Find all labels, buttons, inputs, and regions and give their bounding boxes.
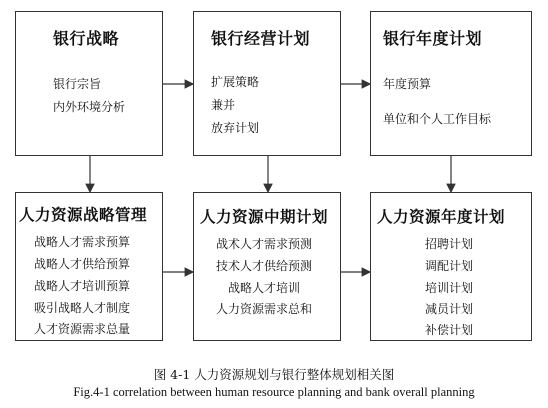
box-item: 战术人才需求预测 bbox=[216, 237, 313, 251]
figure-caption-zh: 图 4-1 人力资源规划与银行整体规划相关图 bbox=[153, 367, 395, 382]
box-hr-annual-plan bbox=[370, 192, 532, 341]
box-item: 战略人才培训预算 bbox=[34, 279, 131, 293]
box-bank-annual-plan bbox=[370, 11, 532, 156]
box-bank-strategy bbox=[15, 11, 163, 156]
box-item: 兼并 bbox=[211, 98, 236, 112]
box-title: 银行战略 bbox=[53, 29, 120, 48]
box-bank-operation-plan bbox=[193, 11, 341, 156]
box-item: 调配计划 bbox=[425, 259, 474, 273]
box-title: 人力资源战略管理 bbox=[19, 206, 148, 224]
box-item: 技术人才供给预测 bbox=[216, 259, 313, 273]
box-item: 放弃计划 bbox=[211, 121, 260, 135]
box-item: 内外环境分析 bbox=[53, 100, 126, 114]
box-item: 培训计划 bbox=[425, 281, 474, 295]
figure-caption-en: Fig.4-1 correlation between human resource planning and bank overall planning bbox=[73, 385, 475, 399]
box-hr-strategy bbox=[15, 192, 163, 341]
box-item: 银行宗旨 bbox=[53, 77, 102, 91]
box-title: 人力资源年度计划 bbox=[377, 208, 506, 226]
box-item: 补偿计划 bbox=[425, 323, 474, 337]
box-title: 银行经营计划 bbox=[211, 29, 311, 48]
box-item: 年度预算 bbox=[383, 77, 432, 91]
box-item: 战略人才需求预算 bbox=[34, 235, 131, 249]
box-item: 战略人才供给预算 bbox=[34, 257, 131, 271]
box-item: 招聘计划 bbox=[425, 237, 474, 251]
box-item: 单位和个人工作目标 bbox=[383, 112, 492, 126]
box-title: 银行年度计划 bbox=[383, 29, 483, 48]
box-hr-mid-term-plan bbox=[193, 192, 341, 341]
box-item: 人力资源需求总和 bbox=[216, 302, 313, 316]
box-item: 战略人才培训 bbox=[228, 281, 301, 295]
box-item: 人才资源需求总量 bbox=[34, 322, 131, 336]
box-item: 吸引战略人才制度 bbox=[34, 301, 131, 315]
box-item: 扩展策略 bbox=[211, 75, 260, 89]
box-title: 人力资源中期计划 bbox=[200, 208, 329, 226]
box-item: 减员计划 bbox=[425, 302, 474, 316]
